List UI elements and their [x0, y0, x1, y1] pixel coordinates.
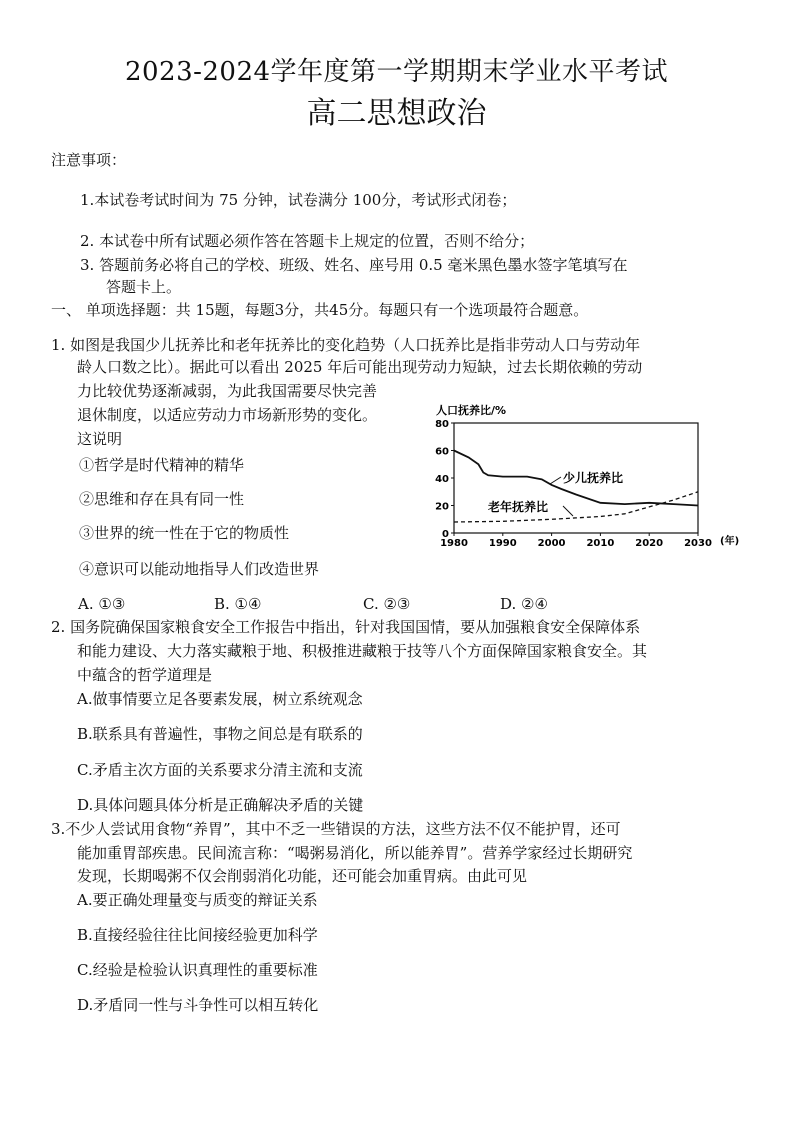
y-tick-label: 0 [442, 529, 449, 540]
option-c[interactable]: C.经验是检验认识真理性的重要标准 [77, 961, 318, 979]
option-a[interactable]: A.要正确处理量变与质变的辩证关系 [77, 891, 318, 909]
note-item: 3. 答题前务必将自己的学校、班级、姓名、座号用 0.5 毫米黑色墨水签字笔填写在 [80, 256, 628, 274]
exam-subject: 高二思想政治 [306, 96, 487, 131]
question-line: 1. 如图是我国少儿抚养比和老年抚养比的变化趋势（人口抚养比是指非劳动人口与劳动年 [51, 336, 641, 354]
y-axis-label: 人口抚养比/% [436, 404, 507, 417]
statement: ③世界的统一性在于它的物质性 [79, 524, 290, 542]
x-tick-label: 1990 [488, 538, 517, 549]
x-tick-label: 2000 [537, 538, 566, 549]
x-tick-label: 2020 [635, 538, 664, 549]
question-line: 和能力建设、大力落实藏粮于地、积极推进藏粮于技等八个方面保障国家粮食安全。其 [77, 642, 648, 660]
y-tick-label: 60 [435, 446, 449, 458]
dependency-ratio-chart [428, 400, 748, 550]
question-line: 发现，长期喝粥不仅会削弱消化功能，还可能会加重胃病。由此可见 [77, 867, 528, 885]
option-b[interactable]: B. ①④ [214, 595, 262, 613]
option-d[interactable]: D.具体问题具体分析是正确解决矛盾的关键 [77, 796, 364, 814]
option-b[interactable]: B.联系具有普遍性，事物之间总是有联系的 [77, 725, 363, 743]
question-line: 中蕴含的哲学道理是 [77, 666, 213, 684]
x-axis-label: (年) [720, 536, 740, 547]
question-line: 能加重胃部疾患。民间流言称：“喝粥易消化，所以能养胃”。营养学家经过长期研究 [77, 844, 633, 862]
leader-line-elderly [563, 506, 573, 516]
question-line: 退休制度，以适应劳动力市场新形势的变化。 [77, 406, 378, 424]
exam-title: 2023-2024学年度第一学期期末学业水平考试 [124, 57, 669, 87]
question-line: 2. 国务院确保国家粮食安全工作报告中指出，针对我国国情，要从加强粮食安全保障体系 [51, 618, 641, 636]
series-label-elderly: 老年抚养比 [488, 500, 549, 514]
note-item: 2. 本试卷中所有试题必须作答在答题卡上规定的位置，否则不给分； [80, 232, 535, 250]
x-tick-label: 1980 [440, 538, 468, 549]
statement: ①哲学是时代精神的精华 [79, 456, 245, 474]
option-a[interactable]: A. ①③ [78, 595, 126, 613]
option-b[interactable]: B.直接经验往往比间接经验更加科学 [77, 926, 318, 944]
option-c[interactable]: C. ②③ [363, 595, 411, 613]
leader-line-children [550, 477, 561, 484]
note-item: 答题卡上。 [106, 278, 182, 296]
statement: ④意识可以能动地指导人们改造世界 [79, 560, 320, 578]
question-line: 3.不少人尝试用食物“养胃”，其中不乏一些错误的方法，这些方法不仅不能护胃，还可 [51, 820, 621, 838]
option-d[interactable]: D. ②④ [500, 595, 548, 613]
statement: ②思维和存在具有同一性 [79, 490, 245, 508]
question-line: 这说明 [77, 430, 123, 448]
y-tick-label: 40 [435, 474, 449, 485]
x-tick-label: 2010 [586, 538, 615, 549]
option-c[interactable]: C.矛盾主次方面的关系要求分清主流和支流 [77, 761, 363, 779]
question-line: 力比较优势逐渐减弱，为此我国需要尽快完善 [77, 382, 378, 400]
notes-heading: 注意事项： [51, 151, 127, 169]
note-item: 1.本试卷考试时间为 75 分钟，试卷满分 100分，考试形式闭卷； [80, 191, 517, 209]
section-heading: 一、 单项选择题：共 15题，每题3分，共45分。每题只有一个选项最符合题意。 [51, 301, 589, 319]
option-d[interactable]: D.矛盾同一性与斗争性可以相互转化 [77, 996, 319, 1014]
y-tick-label: 20 [435, 501, 449, 513]
option-a[interactable]: A.做事情要立足各要素发展，树立系统观念 [77, 690, 363, 708]
y-tick-label: 80 [435, 419, 449, 430]
x-tick-label: 2030 [684, 538, 712, 549]
series-label-children: 少儿抚养比 [563, 471, 624, 485]
question-line: 龄人口数之比）。据此可以看出 2025 年后可能出现劳动力短缺，过去长期依赖的劳动 [77, 358, 643, 376]
